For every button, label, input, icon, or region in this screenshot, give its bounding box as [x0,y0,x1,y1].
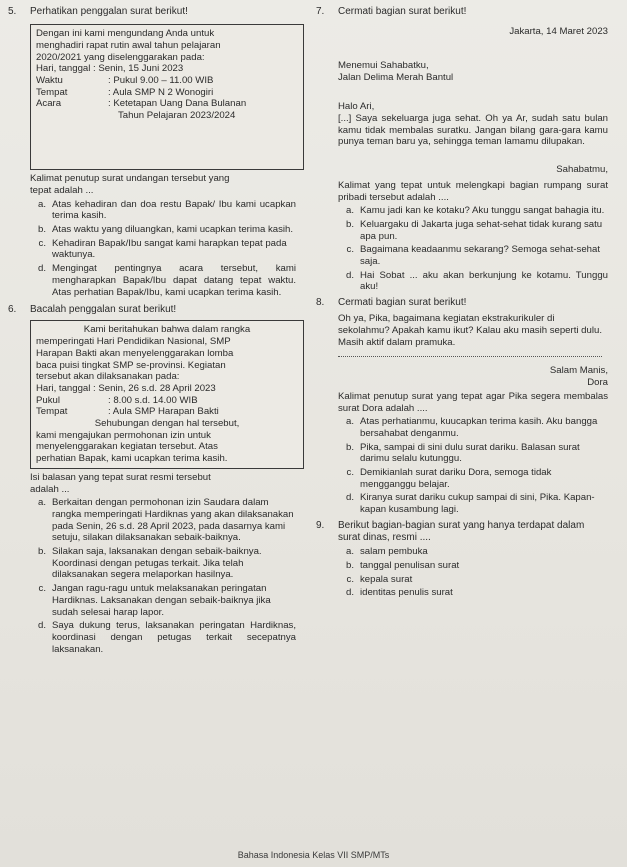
letter-signature: Sahabatmu, [556,164,608,176]
question-prompt: Berikut bagian-bagian surat yang hanya terdapat dalam surat dinas, resmi .... [338,519,585,544]
letter-line: Kami beritahukan bahwa dalam rangka [83,324,251,336]
option-letter: c. [346,573,354,585]
question-line: tepat adalah ... [30,184,94,196]
question-5-header [8,6,308,18]
letter-signature: Dora [587,377,608,389]
question-prompt: Bacalah penggalan surat berikut! [30,304,177,316]
option-letter: d. [37,620,46,632]
letter-body: [...] Saya sekeluarga juga sehat. Oh ya Ar, sudah satu bulan kamu tidak membalas suratku. Jangan bilang gara-gara kamu punya teman baru ya, sehingga teman lamamu dilupakan. [338,113,608,148]
option-letter: d. [37,263,46,275]
row-label: Waktu [36,75,63,86]
option-a[interactable] [334,546,608,558]
option-letter: c. [38,237,46,249]
question-9-header [316,520,616,544]
letter-line: Harapan Bakti akan menyelenggarakan lomba [36,347,234,359]
row-label: Acara [36,98,62,110]
question-line: Kalimat penutup surat undangan tersebut yang [30,173,230,185]
option-text: Atas waktu yang diluangkan, kami ucapkan terima kasih. [52,224,294,235]
question-7-options [334,205,608,293]
option-text: Kehadiran Bapak/Ibu sangat kami harapkan tepat pada waktunya. [52,237,287,261]
question-line: adalah ... [30,483,70,495]
option-text: tanggal penulisan surat [360,559,460,571]
letter-row [36,395,298,407]
option-letter: c. [346,467,354,479]
letter-line: 2020/2021 yang diselenggarakan pada: [36,51,205,63]
option-letter: a. [37,497,46,509]
letter-row [36,75,298,87]
option-text: identitas penulis surat [360,587,453,599]
option-text: Atas perhatianmu, kuucapkan terima kasih. Aku bangga bersahabat denganmu. [360,416,598,439]
option-b[interactable] [26,546,296,581]
question-6-text [30,472,308,495]
option-text: Berkaitan dengan permohonan izin Saudara dalam rangka memperingati Hardiknas yang akan dilaksanakan pada Senin, 26 s.d. 28 April 2023, pada dasarnya kami setuju, silakan dilaksanakan sebaik-baiknya. [52,497,294,544]
letter-line: perhatian Bapak, kami ucapkan terima kasih. [36,453,228,465]
option-c[interactable] [334,244,608,267]
invitation-letter-box [30,24,304,170]
question-number: 9. [316,519,325,531]
question-8-text: Kalimat penutup surat yang tepat agar Pika segera membalas surat Dora adalah .... [338,390,608,414]
option-d[interactable] [26,620,296,655]
row-value: : Aula SMP Harapan Bakti [108,406,219,418]
letter-line: kami mengajukan permohonan izin untuk [36,429,211,441]
option-letter: c. [38,583,46,595]
question-line: Isi balasan yang tepat surat resmi tersebut [30,471,211,483]
row-value: : Ketetapan Uang Dana Bulanan [108,98,247,110]
blank-line [338,356,602,357]
letter-line: tersebut akan dilaksanakan pada: [36,371,180,383]
question-prompt: Cermati bagian surat berikut! [338,6,467,17]
question-8-header [316,297,616,309]
row-value: : 8.00 s.d. 14.00 WIB [108,394,198,406]
option-a[interactable] [334,416,608,439]
option-text: Hai Sobat ... aku akan berkunjung ke kotamu. Tunggu aku! [360,269,608,293]
letter-greeting: Halo Ari, [338,101,375,113]
option-d[interactable] [334,587,608,599]
letter-line: menghadiri rapat rutin awal tahun pelajaran [36,39,221,51]
option-a[interactable] [334,205,608,217]
question-7-header [316,6,616,18]
option-letter: b. [37,224,46,235]
option-letter: c. [346,244,354,256]
option-text: Bagaimana keadaanmu sekarang? Semoga sehat-sehat saja. [360,244,601,268]
question-6-header [8,304,308,316]
row-label: Pukul [36,394,60,406]
question-number: 5. [8,6,17,17]
option-letter: a. [345,416,354,428]
row-value: : Pukul 9.00 – 11.00 WIB [108,75,214,86]
letter-date: Jakarta, 14 Maret 2023 [509,26,608,38]
option-a[interactable] [26,199,296,222]
option-text: Saya dukung terus, laksanakan peringatan Hardiknas, koordinasi dengan petugas terkait secepatnya laksanakan. [52,620,296,655]
option-letter: d. [345,269,354,281]
letter-line: baca puisi tingkat SMP se-provinsi. Kegiatan [36,359,226,371]
option-text: Silakan saja, laksanakan dengan sebaik-baiknya. Koordinasi dengan petugas terkait. Jika telah dilaksanakan segera melaporkan hasilnya. [52,546,262,581]
letter-address: Jalan Delima Merah Bantul [338,71,454,83]
letter-line: Dengan ini kami mengundang Anda untuk [36,28,215,40]
letter-line: menyelenggarakan kegiatan tersebut. Atas [36,441,218,453]
option-letter: b. [345,559,354,571]
option-c[interactable] [26,583,296,618]
option-text: Mengingat pentingnya acara tersebut, kami mengharapkan Bapak/Ibu dapat datang tepat waktu. Atas perhatian Bapak/Ibu, kami ucapkan terima kasih. [52,263,296,298]
option-letter: a. [37,198,46,210]
option-b[interactable] [334,560,608,572]
letter-line: Tahun Pelajaran 2023/2024 [118,110,236,122]
letter-address: Menemui Sahabatku, [338,59,429,71]
option-d[interactable] [334,270,608,293]
personal-letter-excerpt-2 [338,313,608,414]
question-number: 7. [316,6,325,17]
option-text: salam pembuka [360,546,428,558]
question-9-options [334,546,608,599]
option-text: Kiranya surat dariku cukup sampai di sini, Pika. Kapan-kapan kusambung lagi. [360,492,595,516]
letter-closing: Salam Manis, [549,365,608,377]
option-b[interactable] [334,219,608,242]
letter-body: Oh ya, Pika, bagaimana kegiatan ekstrakurikuler di sekolahmu? Apakah kamu ikut? Kalau aku masih seperti dulu. Masih aktif dalam pramuka. [338,313,602,348]
option-letter: b. [345,218,354,230]
permit-letter-box [30,320,304,468]
letter-line: Hari, tanggal : Senin, 26 s.d. 28 April 2023 [36,382,216,394]
option-b[interactable] [334,442,608,465]
option-letter: d. [345,492,354,504]
question-number: 6. [8,304,17,316]
option-d[interactable] [334,492,608,515]
option-b[interactable] [26,224,296,236]
option-a[interactable] [26,497,296,544]
option-text: Pika, sampai di sini dulu surat dariku. Balasan surat darimu selalu kutunggu. [360,441,580,465]
option-letter: b. [37,546,46,558]
question-prompt: Cermati bagian surat berikut! [338,297,467,309]
letter-row [36,406,298,418]
row-label: Tempat [36,86,68,98]
question-6-options [26,497,296,655]
option-c[interactable] [26,238,296,261]
option-letter: b. [345,441,354,453]
option-letter: a. [345,205,354,217]
letter-line: Hari, tanggal : Senin, 15 Juni 2023 [36,63,184,75]
page-footer: Bahasa Indonesia Kelas VII SMP/MTs [237,850,390,860]
question-5-text [30,173,308,196]
letter-line: Sehubungan dengan hal tersebut, [94,418,240,430]
letter-line: memperingati Hari Pendidikan Nasional, SMP [36,336,231,348]
option-letter: d. [345,587,354,599]
letter-row [36,87,298,99]
question-number: 8. [316,297,325,309]
question-8-options [334,416,608,516]
question-7-text: Kalimat yang tepat untuk melengkapi bagian rumpang surat pribadi tersebut adalah .... [338,179,608,203]
letter-row [36,98,298,110]
option-text: Jangan ragu-ragu untuk melaksanakan peringatan Hardiknas. Laksanakan dengan sebaik-baiknya jika sudah selesai harap lapor. [52,583,271,618]
question-5-options [26,199,296,299]
option-text: Atas kehadiran dan doa restu Bapak/ Ibu kami ucapkan terima kasih. [52,198,296,222]
option-d[interactable] [26,263,296,298]
question-prompt: Perhatikan penggalan surat berikut! [30,6,188,17]
personal-letter-excerpt [338,26,608,203]
option-text: kepala surat [360,573,413,585]
right-column [316,6,616,601]
option-c[interactable] [334,574,608,586]
option-text: Kamu jadi kan ke kotaku? Aku tunggu sangat bahagia itu. [360,205,605,217]
left-column [8,6,308,657]
option-text: Keluargaku di Jakarta juga sehat-sehat tidak kurang satu apa pun. [360,218,603,242]
row-label: Tempat [36,406,68,418]
row-value: : Aula SMP N 2 Wonogiri [108,86,214,98]
option-text: Demikianlah surat dariku Dora, semoga tidak mengganggu belajar. [360,467,552,490]
option-c[interactable] [334,467,608,490]
option-letter: a. [345,546,354,558]
